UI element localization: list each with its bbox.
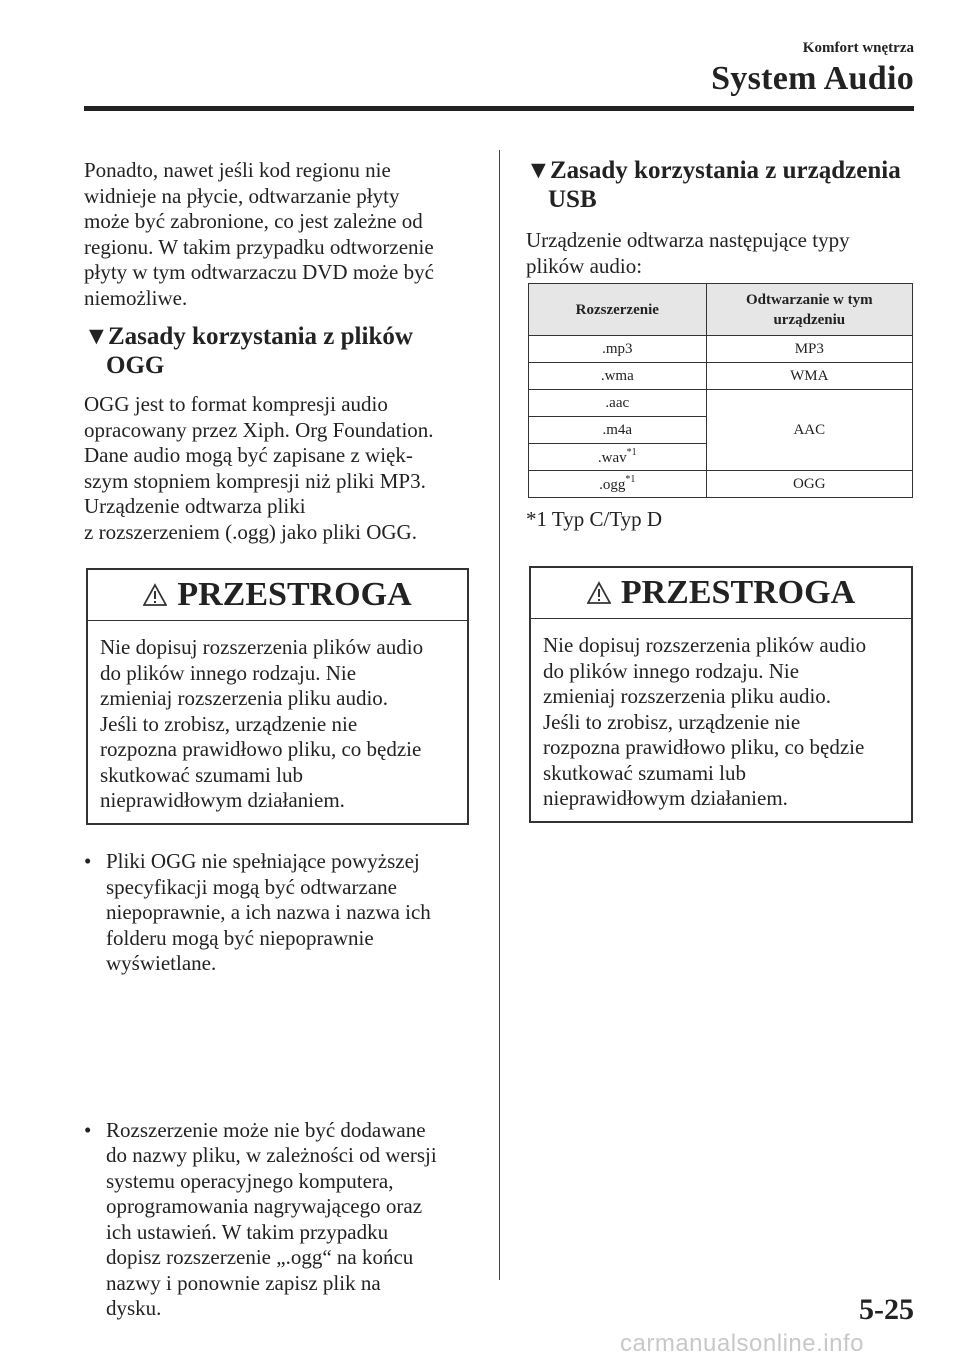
table-footnote: *1 Typ C/Typ D (526, 507, 663, 531)
table-header-row (529, 284, 913, 336)
bullet-item: • Rozszerzenie może nie być dodawane do nazwy pliku, w zależności od wersji systemu operacyjnego komputera, oprogramowania nagrywającego oraz ich ustawień. W takim przypadku dopisz rozszerzenie „.ogg“ na końcu nazwy i ponownie zapisz plik na dysku. (84, 1117, 437, 1320)
table-row: .wma WMA (529, 363, 913, 390)
page-number: 5-25 (859, 1293, 914, 1326)
warning-triangle-icon (143, 583, 167, 607)
table-row: .ogg$^{*1}$ OGG (529, 471, 913, 498)
bullet-icon: • (84, 1117, 92, 1142)
caution-text: Nie dopisuj rozszerzenia plików audio do plików innego rodzaju. Nie zmieniaj rozszerzenia pliku audio. Jeśli to zrobisz, urządzenie nie rozpozna prawidłowo pliku, co będzie skutkować szumami lub nieprawidłowym działaniem. (100, 635, 424, 812)
ogg-description: OGG jest to format kompresji audio opracowany przez Xiph. Org Foundation. Dane audio mogą być zapisane z więk- szym stopniem kompresji niż pliki MP3. Urządzenie odtwarza pliki z rozszerzeniem (.ogg) jako pliki OGG. (84, 392, 434, 544)
usb-section-heading: ▼Zasady korzystania z urządzenia USB (526, 157, 901, 213)
table-row: .mp3 MP3 (529, 336, 913, 363)
header-playback: Odtwarzanie w tym urządzeniu (706, 284, 912, 336)
column-divider (499, 150, 500, 1280)
header-section-label: Komfort wnętrza (802, 40, 914, 56)
caution-text: Nie dopisuj rozszerzenia plików audio do plików innego rodzaju. Nie zmieniaj rozszerzenia pliku audio. Jeśli to zrobisz, urządzenie nie rozpozna prawidłowo pliku, co będzie skutkować szumami lub nieprawidłowym działaniem. (543, 633, 867, 810)
header-rule (84, 106, 914, 111)
caution-box-right (529, 566, 913, 823)
warning-triangle-icon (587, 581, 611, 605)
table-row: .aac AAC (529, 390, 913, 417)
audio-format-table (528, 283, 913, 498)
intro-paragraph: Ponadto, nawet jeśli kod regionu nie widnieje na płycie, odtwarzanie płyty może być zabronione, co jest zależne od regionu. W takim przypadku odtworzenie płyty w tym odtwarzaczu DVD może być niemożliwe. (84, 158, 434, 310)
watermark: carmanualsonline.info (620, 1330, 864, 1357)
table-row: .m4a (529, 417, 913, 444)
bullet-item: • Pliki OGG nie spełniające powyższej specyfikacji mogą być odtwarzane niepoprawnie, a ich nazwa i nazwa ich folderu mogą być niepoprawnie wyświetlane. (84, 849, 431, 975)
page-title: System Audio (711, 60, 914, 97)
table-row: .wav$^{*1}$ (529, 444, 913, 471)
triangle-down-icon: ▼ (84, 323, 109, 350)
header-extension: Rozszerzenie (529, 284, 707, 336)
caution-title: PRZESTROGA (88, 570, 467, 620)
bullet-icon: • (84, 849, 92, 873)
usb-description: Urządzenie odtwarza następujące typy plików audio: (526, 228, 850, 278)
triangle-down-icon: ▼ (526, 157, 551, 184)
ogg-section-heading: ▼Zasady korzystania z plików OGG (84, 323, 413, 379)
caution-box-left (86, 568, 469, 825)
caution-title: PRZESTROGA (531, 568, 911, 618)
